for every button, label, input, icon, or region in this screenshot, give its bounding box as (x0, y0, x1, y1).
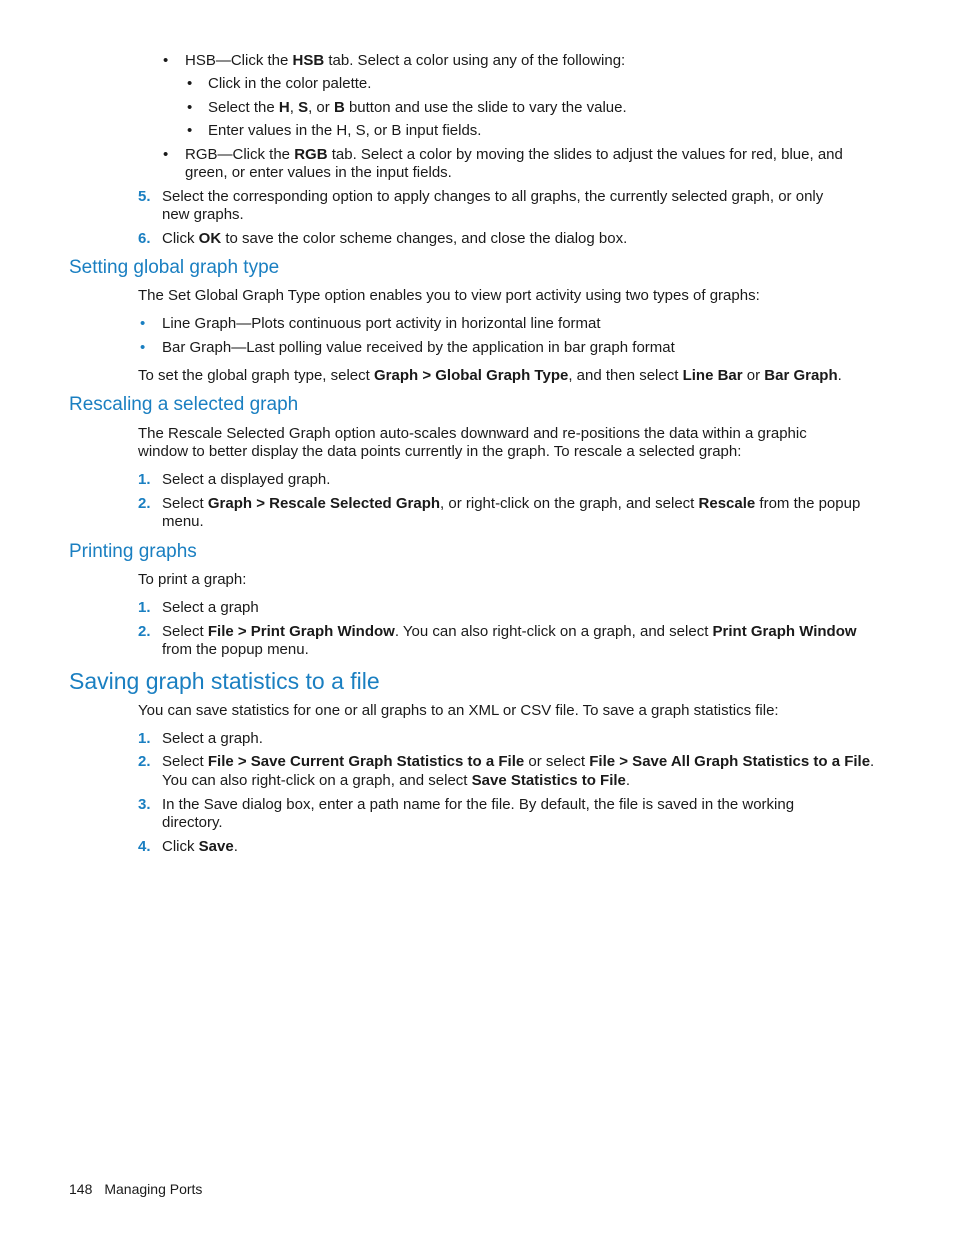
rs2-text-c: , or right-click on the graph, and select (440, 495, 699, 512)
hsb-text-a: HSB—Click the (185, 52, 293, 69)
bar-graph-item: Bar Graph—Last polling value received by the application in bar graph format (162, 339, 675, 356)
sub2-text-c: button and use the slide to vary the value. (344, 99, 627, 116)
step-6 (162, 230, 627, 248)
set-text-a: To set the global graph type, select (138, 367, 374, 384)
save-label: Save (198, 838, 234, 855)
hsb-text-c: tab. Select a color using any of the following: (324, 52, 626, 69)
step-number: 4. (138, 838, 151, 855)
step-number: 2. (138, 753, 151, 770)
ps2-text-c: . You can also right-click on a graph, and select (394, 623, 713, 640)
menu-path-rescale: Graph > Rescale Selected Graph (207, 495, 441, 512)
heading-printing-graphs: Printing graphs (69, 541, 197, 562)
sub2-sep2: , or (308, 99, 334, 116)
heading-rescaling-selected-graph: Rescaling a selected graph (69, 394, 299, 415)
page-footer (69, 1181, 202, 1197)
line-bar-label: Line Bar (682, 367, 743, 384)
saving-step-4 (162, 838, 238, 856)
set-text-g: . (837, 367, 842, 384)
hsb-sub-item-2 (208, 99, 627, 117)
rgb-item-line2: green, or enter values in the input fields. (185, 164, 452, 181)
bullet-dot: • (187, 75, 193, 92)
ok-label: OK (198, 230, 222, 247)
page-number: 148 (69, 1181, 93, 1197)
saving-step-2 (162, 753, 874, 771)
hsb-sub-item-3: Enter values in the H, S, or B input fields. (208, 122, 482, 139)
rescale-step-2-line2: menu. (162, 513, 204, 530)
rescale-intro-line2: window to better display the data points currently in the graph. To rescale a selected graph: (138, 443, 742, 460)
rescale-label: Rescale (698, 495, 756, 512)
saving-step-2-line2 (162, 772, 630, 790)
saving-step-1: Select a graph. (162, 730, 263, 747)
rescale-intro-line1: The Rescale Selected Graph option auto-scales downward and re-positions the data within a graphic (138, 425, 807, 442)
sub2-sep1: , (289, 99, 299, 116)
printing-step-2-line2: from the popup menu. (162, 641, 309, 658)
saving-step-3-line1: In the Save dialog box, enter a path name for the file. By default, the file is saved in the working (162, 796, 795, 813)
menu-path-print-graph-window: File > Print Graph Window (207, 623, 395, 640)
step-number: 1. (138, 471, 151, 488)
ss2-text-a: Select (162, 753, 208, 770)
global-intro: The Set Global Graph Type option enables you to view port activity using two types of graphs: (138, 287, 760, 304)
ss2-l2-a: You can also right-click on a graph, and select (162, 772, 472, 789)
h-button-label: H (278, 99, 290, 116)
rs2-text-e: from the popup (755, 495, 861, 512)
ss2-l2-c: . (625, 772, 631, 789)
printing-step-1: Select a graph (162, 599, 259, 616)
step6-text-c: to save the color scheme changes, and close the dialog box. (221, 230, 628, 247)
footer-section-title: Managing Ports (104, 1181, 203, 1197)
step-number: 5. (138, 188, 151, 205)
ss2-text-e: . (870, 753, 875, 770)
rgb-text-c: tab. Select a color by moving the slides to adjust the values for red, blue, and (327, 146, 843, 163)
rgb-tab-label: RGB (294, 146, 328, 163)
ss2-text-c: or select (524, 753, 590, 770)
print-graph-window-label: Print Graph Window (712, 623, 857, 640)
step-number: 2. (138, 623, 151, 640)
bullet-dot: • (187, 99, 193, 116)
menu-path-save-all: File > Save All Graph Statistics to a File (589, 753, 871, 770)
menu-path-global-graph-type: Graph > Global Graph Type (373, 367, 569, 384)
bullet-dot: • (163, 52, 169, 69)
printing-step-2 (162, 623, 857, 641)
step-number: 1. (138, 599, 151, 616)
rs2-text-a: Select (162, 495, 208, 512)
set-text-e: or (742, 367, 765, 384)
ss4-text-c: . (233, 838, 238, 855)
step-5-line1: Select the corresponding option to apply changes to all graphs, the currently selected graph, or only (162, 188, 824, 205)
s-button-label: S (298, 99, 309, 116)
line-graph-item: Line Graph—Plots continuous port activity in horizontal line format (162, 315, 601, 332)
ps2-text-a: Select (162, 623, 208, 640)
bar-graph-label: Bar Graph (764, 367, 838, 384)
rescale-step-2 (162, 495, 860, 513)
save-statistics-to-file-label: Save Statistics to File (471, 772, 626, 789)
hsb-tab-label: HSB (292, 52, 325, 69)
hsb-sub-item-1: Click in the color palette. (208, 75, 372, 92)
bullet-dot: • (140, 339, 146, 356)
menu-path-save-current: File > Save Current Graph Statistics to a File (207, 753, 525, 770)
step-number: 6. (138, 230, 151, 247)
ss4-text-a: Click (162, 838, 199, 855)
heading-setting-global-graph-type: Setting global graph type (69, 257, 280, 278)
step-5-line2: new graphs. (162, 206, 244, 223)
b-button-label: B (333, 99, 345, 116)
bullet-dot: • (187, 122, 193, 139)
rgb-item (185, 146, 843, 164)
printing-intro: To print a graph: (138, 571, 247, 588)
heading-saving-graph-statistics: Saving graph statistics to a file (69, 668, 380, 694)
bullet-dot: • (140, 315, 146, 332)
saving-step-3-line2: directory. (162, 814, 223, 831)
global-set-instruction (138, 367, 842, 385)
step-number: 2. (138, 495, 151, 512)
bullet-dot: • (163, 146, 169, 163)
step-number: 3. (138, 796, 151, 813)
set-text-c: , and then select (568, 367, 683, 384)
sub2-text-a: Select the (208, 99, 279, 116)
hsb-item (185, 52, 625, 70)
rescale-step-1: Select a displayed graph. (162, 471, 331, 488)
saving-intro: You can save statistics for one or all graphs to an XML or CSV file. To save a graph statistics file: (138, 702, 779, 719)
rgb-text-a: RGB—Click the (185, 146, 295, 163)
step6-text-a: Click (162, 230, 199, 247)
step-number: 1. (138, 730, 151, 747)
